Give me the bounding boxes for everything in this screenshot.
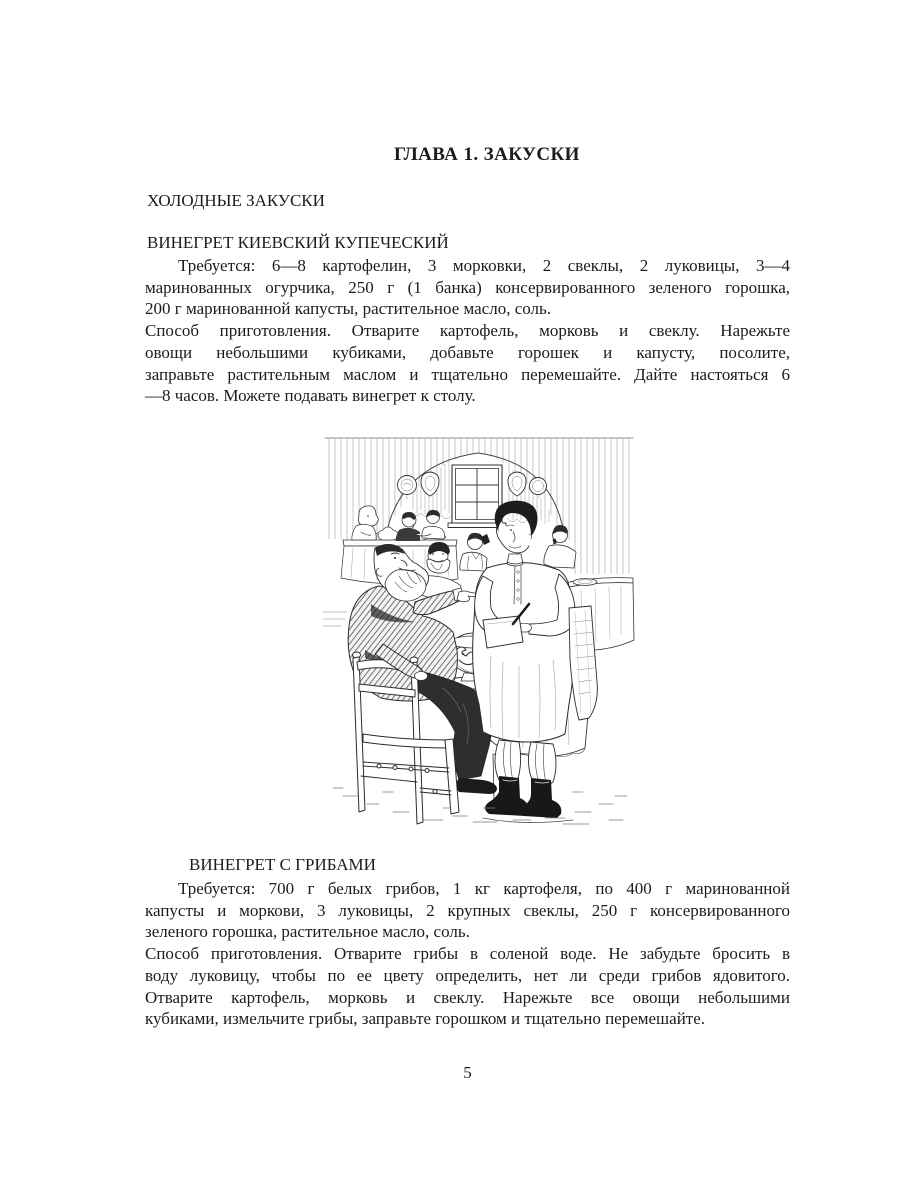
text-line: заправьте растительным маслом и тщательно перемешайте. Дайте настояться 6 [145, 364, 790, 384]
text-line: Отварите картофель, морковь и свеклу. Нарежьте все овощи небольшими [145, 987, 790, 1007]
text-line: Способ приготовления. Отварите картофель, морковь и свеклу. Нарежьте [145, 321, 790, 341]
recipe1-text [145, 255, 790, 407]
text-line: Требуется: 6—8 картофелин, 3 морковки, 2 свеклы, 2 луковицы, 3—4 [178, 256, 790, 275]
page-number: 5 [463, 1063, 472, 1082]
boot [522, 778, 561, 818]
recipe-title: ВИНЕГРЕТ КИЕВСКИЙ КУПЕЧЕСКИЙ [147, 233, 449, 252]
ground-hatching [333, 788, 627, 824]
text-line: маринованных огурчика, 250 г (1 банка) консервированного зеленого горошка, [145, 277, 790, 297]
text-line: зеленого горошка, растительное масло, соль. [145, 922, 470, 942]
text-line: кубиками, измельчите грибы, заправьте горошком и тщательно перемешайте. [145, 1009, 706, 1029]
section-heading: ХОЛОДНЫЕ ЗАКУСКИ [147, 191, 325, 210]
recipe2-text [145, 878, 790, 1030]
boot [485, 776, 528, 816]
text-line: Требуется: 700 г белых грибов, 1 кг картофеля, по 400 г маринованной [178, 879, 790, 898]
text-line: овощи небольшими кубиками, добавьте горошек и капусту, посолите, [145, 342, 790, 362]
merchant-shoe [456, 778, 497, 794]
waiter [473, 501, 598, 818]
chapter-title: ГЛАВА 1. ЗАКУСКИ [394, 144, 580, 165]
text-line: 200 г маринованной капусты, растительное масло, соль. [145, 299, 552, 319]
recipe-title: ВИНЕГРЕТ С ГРИБАМИ [189, 855, 376, 874]
text-line: капусты и моркови, 3 луковицы, 2 крупных свеклы, 250 г консервированного [145, 900, 790, 920]
text-line: воду луковицу, чтобы по ее цвету определить, нет ли среди грибов ядовитого. [145, 965, 790, 985]
text-line: —8 часов. Можете подавать винегрет к столу. [145, 386, 476, 406]
text-line: Способ приготовления. Отварите грибы в соленой воде. Не забудьте бросить в [145, 944, 790, 964]
tavern-illustration [323, 436, 635, 826]
